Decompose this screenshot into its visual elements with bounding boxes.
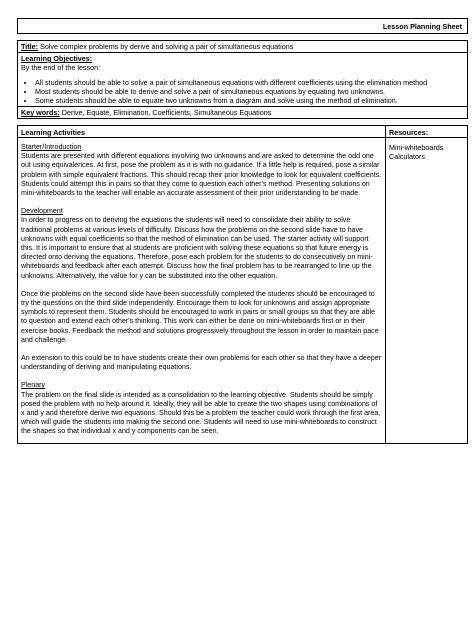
lesson-overview-table [17, 40, 468, 119]
activities-table [17, 125, 468, 444]
resource-item: Calculators [389, 152, 425, 162]
objectives-row [18, 53, 467, 107]
keywords-label: Key words: [21, 108, 60, 117]
resource-item: Mini-whiteboards [389, 143, 444, 152]
activities-column [18, 126, 386, 443]
sheet-title: Lesson Planning Sheet [17, 18, 468, 34]
keywords-text: Derive, Equate, Elimination, Coefficients, Simultaneous Equations [61, 108, 272, 117]
objectives-list [21, 78, 464, 105]
starter-text: Students are presented with different equations involving two unknowns and are asked to determine the odd one out using equivalences. At first, pose the problem as it is with no guidance. If a little help is required, pose a similar problem with simple equivalent fractions. This should recap their prior knowledge to look for equivalent coefficients. Students could attempt this in pairs so that they come to question each other's method. Presenting solutions on mini-whiteboards to the teacher will enable an accurate assessment of their prior understanding to be made. [21, 152, 382, 198]
activities-header: Learning Activities [18, 126, 385, 138]
resources-column [386, 126, 467, 443]
objectives-intro: By the end of the lesson: [21, 63, 101, 72]
keywords-row [18, 107, 467, 118]
resources-list [386, 138, 467, 166]
activities-body [18, 138, 385, 443]
plenary-text: The problem on the final slide is intended as a consolidation to the learning objective. Students should be simply posed the problem with no help around it. Ideally, they will be able to create the two shapes using combinations of x and y and therefore derive two equations. Should this be a problem the teacher could work through the first area, which will guide the students into making the second one. Students will need to use mini-whiteboards to construct the shapes so that individual x and y components can be seen. [21, 390, 381, 436]
objective-item: • Some students should be able to equate two unknowns from a diagram and solve using the method of elimination. [35, 96, 464, 105]
objective-item: • All students should be able to solve a pair of simultaneous equations with different coefficients using the elimination method [35, 78, 464, 87]
lesson-plan-page [17, 18, 468, 444]
development-paragraph: An extension to this could be to have students create their own problems for each other so that they have a deeper understanding of deriving and manipulating equations. [21, 354, 382, 372]
plenary-title: Plenary [21, 381, 46, 390]
objectives-label: Learning Objectives: [21, 54, 93, 63]
development-paragraph: Once the problems on the second slide have been successfully completed the students should be encouraged to try the questions on the third slide independently. Encourage them to look for unknowns and assign appropriate symbols to represent them. Students should be encouraged to work in pairs or small groups so that they are able to question and extend each other's thinking. This work can either be done on mini-whiteboards first or in their exercise books. Feedback the method and solutions progressively throughout the lesson in order to maintain pace and challenge. [21, 289, 379, 344]
resources-header: Resources: [386, 126, 467, 138]
title-text: Solve complex problems by derive and solving a pair of simultaneous equations [40, 42, 294, 51]
development-title: Development [21, 207, 63, 216]
title-row [18, 41, 467, 53]
title-label: Title: [21, 42, 39, 51]
starter-title: Starter/Introduction [21, 143, 82, 151]
objective-item: • Most students should be able to derive and solve a pair of simultaneous equations by equating two unknowns. [35, 87, 464, 96]
development-paragraph: In order to progress on to deriving the equations the students will need to consolidate their ability to solve traditional problems at various levels of difficulty. Discuss how the problems on the second slide have to have unknowns with equal coefficients so that the method of elimination can be used. The starter activity will support this. It is important to ensure that al students are proficient with solving these equations so that future energy is directed onto deriving the equations. Therefore, pose each problem for the students to do consecutively on mini-whiteboards and feedback after each attempt. Discuss how the final problem has to be rearranged to line up the unknowns. Alternatively, the value for y can be substituted into the other equation. [21, 216, 373, 280]
